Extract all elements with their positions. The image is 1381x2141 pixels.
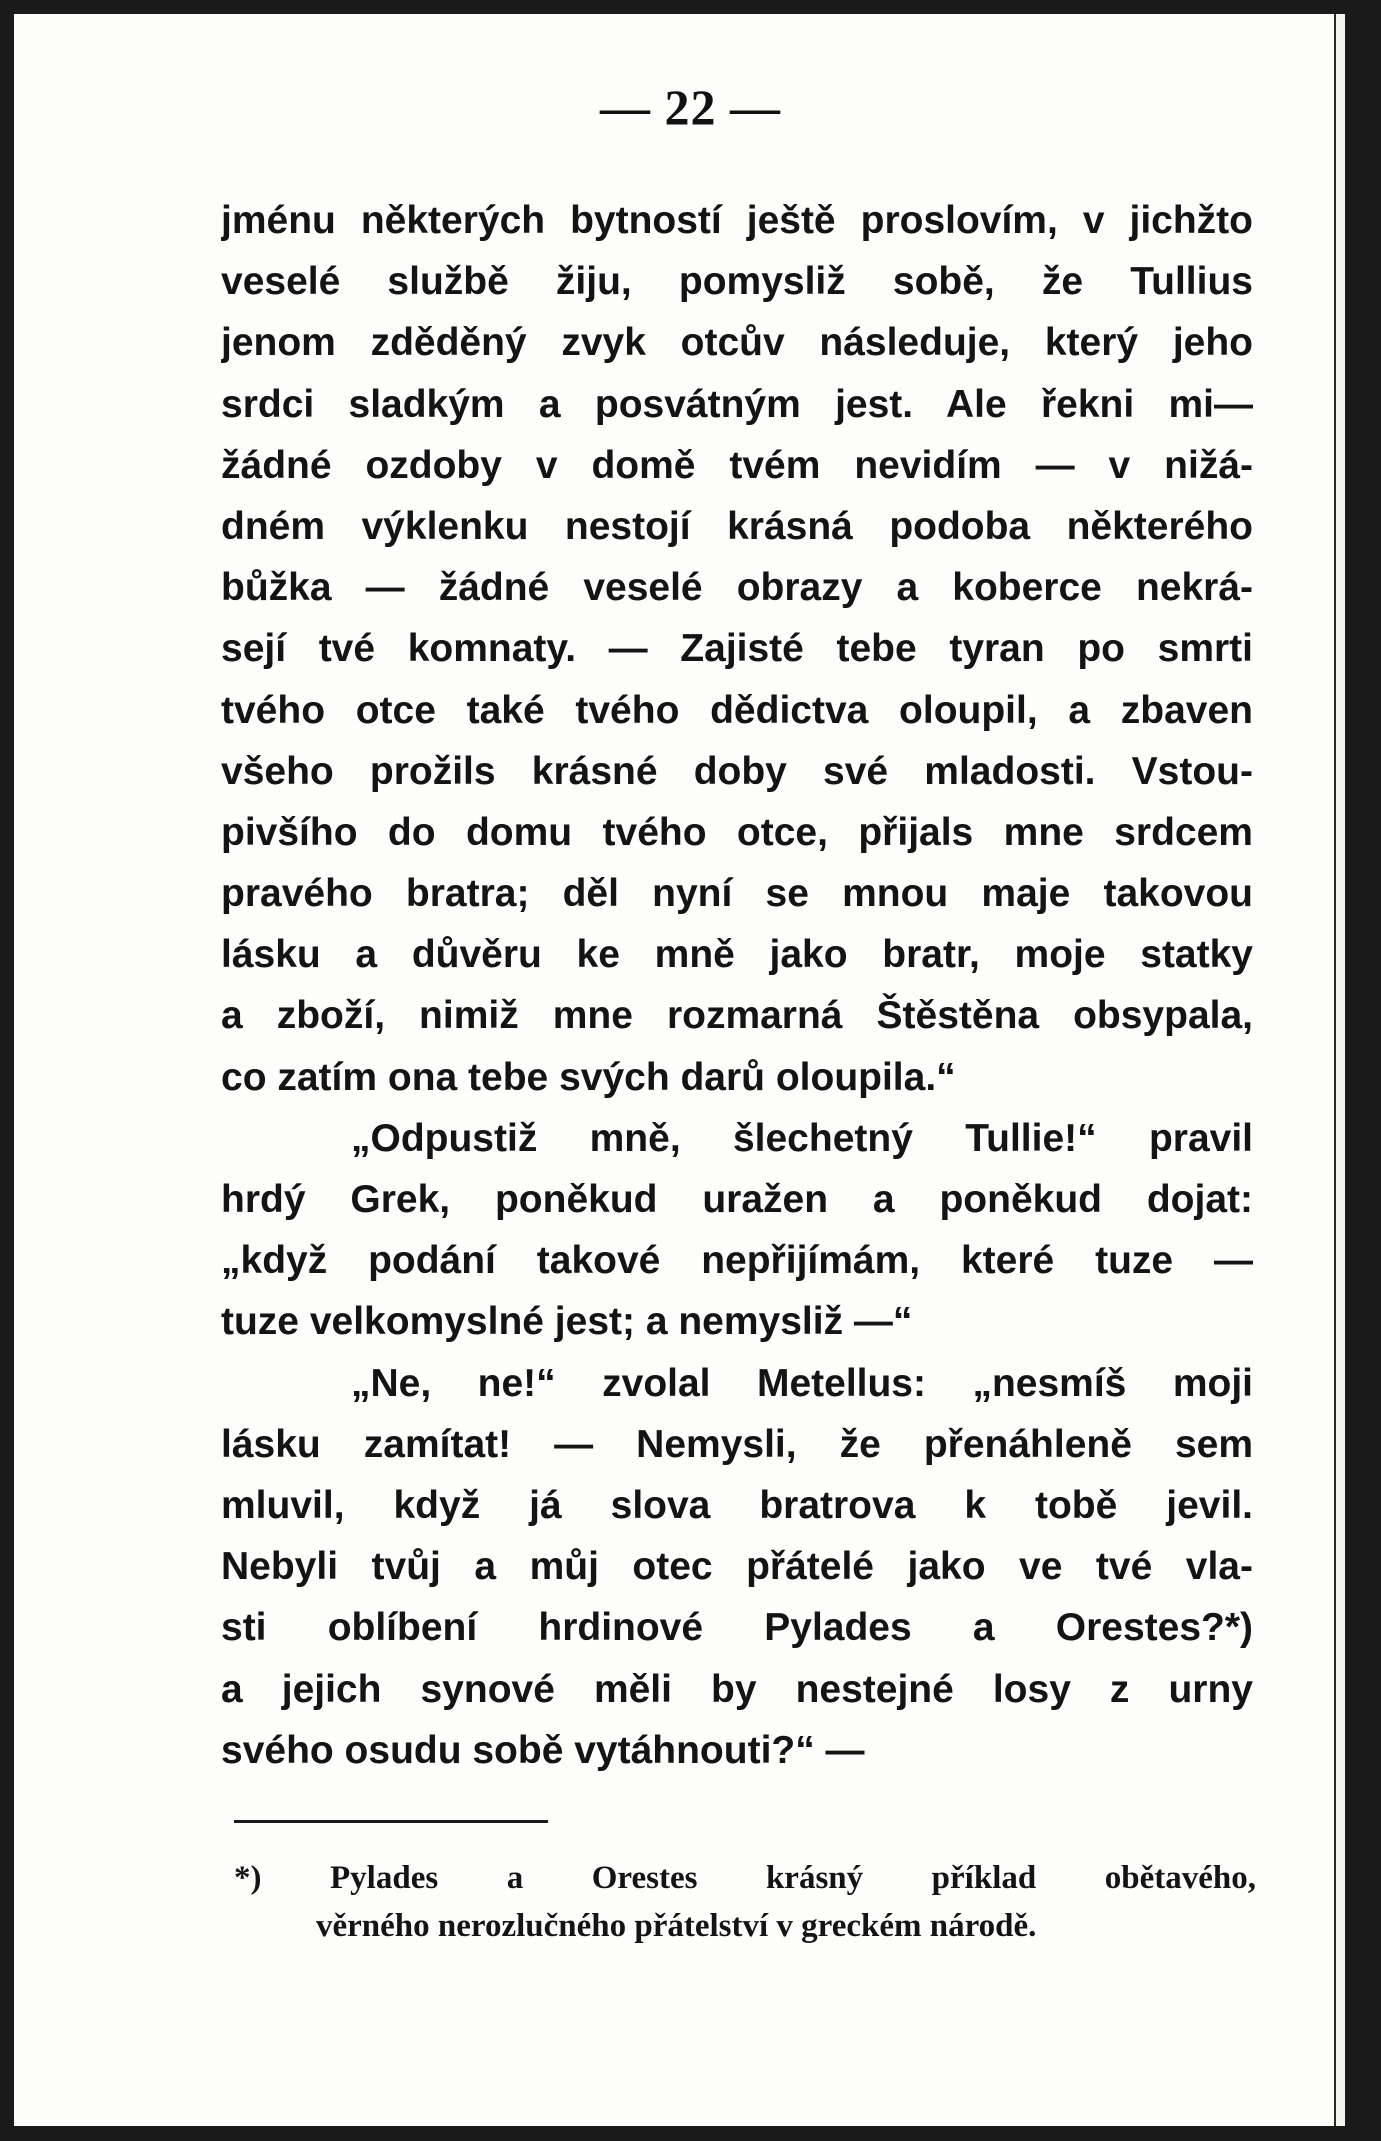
body-text [221,190,1253,1781]
footnote-line: věrného nerozlučného přátelství v greckém národě. [316,1908,1037,1944]
scan-edge-bottom [0,2126,1381,2141]
footnote-line: *) Pylades a Orestes krásný příklad obětavého, [234,1860,1256,1896]
text-line: Nebyli tvůj a můj otec přátelé jako ve tvé vla- [221,1545,1253,1589]
text-line: sti oblíbení hrdinové Pylades a Orestes?*) [221,1606,1253,1650]
text-line: bůžka — žádné veselé obrazy a koberce nekrá- [221,566,1253,610]
text-line: a zboží, nimiž mne rozmarná Štěstěna obsypala, [221,994,1253,1038]
text-line: pravého bratra; děl nyní se mnou maje takovou [221,872,1253,916]
scan-edge-left [0,0,14,2141]
text-line: lásku zamítat! — Nemysli, že přenáhleně sem [221,1422,1253,1466]
text-line: tvého otce také tvého dědictva oloupil, a zbaven [221,688,1253,732]
text-line: pivšího do domu tvého otce, přijals mne srdcem [221,810,1253,854]
text-line: jménu některých bytností ještě proslovím, v jichžto [221,199,1253,242]
text-line: tuze velkomyslné jest; a nemysliž —“ [221,1300,913,1344]
scan-edge-right [1343,0,1381,2141]
footnote-rule [234,1820,548,1823]
scan-edge-right-inner [1334,14,1345,2126]
text-line: jenom zděděný zvyk otcův následuje, který jeho [221,321,1253,365]
text-line: veselé službě žiju, pomysliž sobě, že Tullius [221,260,1253,304]
text-line: mluvil, když já slova bratrova k tobě jevil. [221,1483,1253,1527]
text-line: žádné ozdoby v domě tvém nevidím — v nižá- [221,443,1253,487]
text-line: dném výklenku nestojí krásná podoba některého [221,504,1253,548]
text-line: „když podání takové nepřijímám, které tuze — [221,1239,1253,1283]
text-line: co zatím ona tebe svých darů oloupila.“ [221,1055,956,1099]
scan-edge-top [0,0,1381,14]
page-number: — 22 — [600,79,781,135]
text-line: všeho prožils krásné doby své mladosti. Vstou- [221,749,1253,793]
text-line: „Ne, ne!“ zvolal Metellus: „nesmíš moji [351,1361,1253,1405]
text-line: a jejich synové měli by nestejné losy z urny [221,1667,1253,1711]
text-line: srdci sladkým a posvátným jest. Ale řekni mi— [221,382,1253,426]
text-line: hrdý Grek, poněkud uražen a poněkud dojat: [221,1178,1253,1221]
text-line: sejí tvé komnaty. — Zajisté tebe tyran po smrti [221,627,1253,671]
text-line: „Odpustiž mně, šlechetný Tullie!“ pravil [351,1116,1253,1160]
footnote [234,1854,1256,1950]
text-line: svého osudu sobě vytáhnouti?“ — [221,1728,865,1772]
text-line: lásku a důvěru ke mně jako bratr, moje statky [221,933,1253,977]
